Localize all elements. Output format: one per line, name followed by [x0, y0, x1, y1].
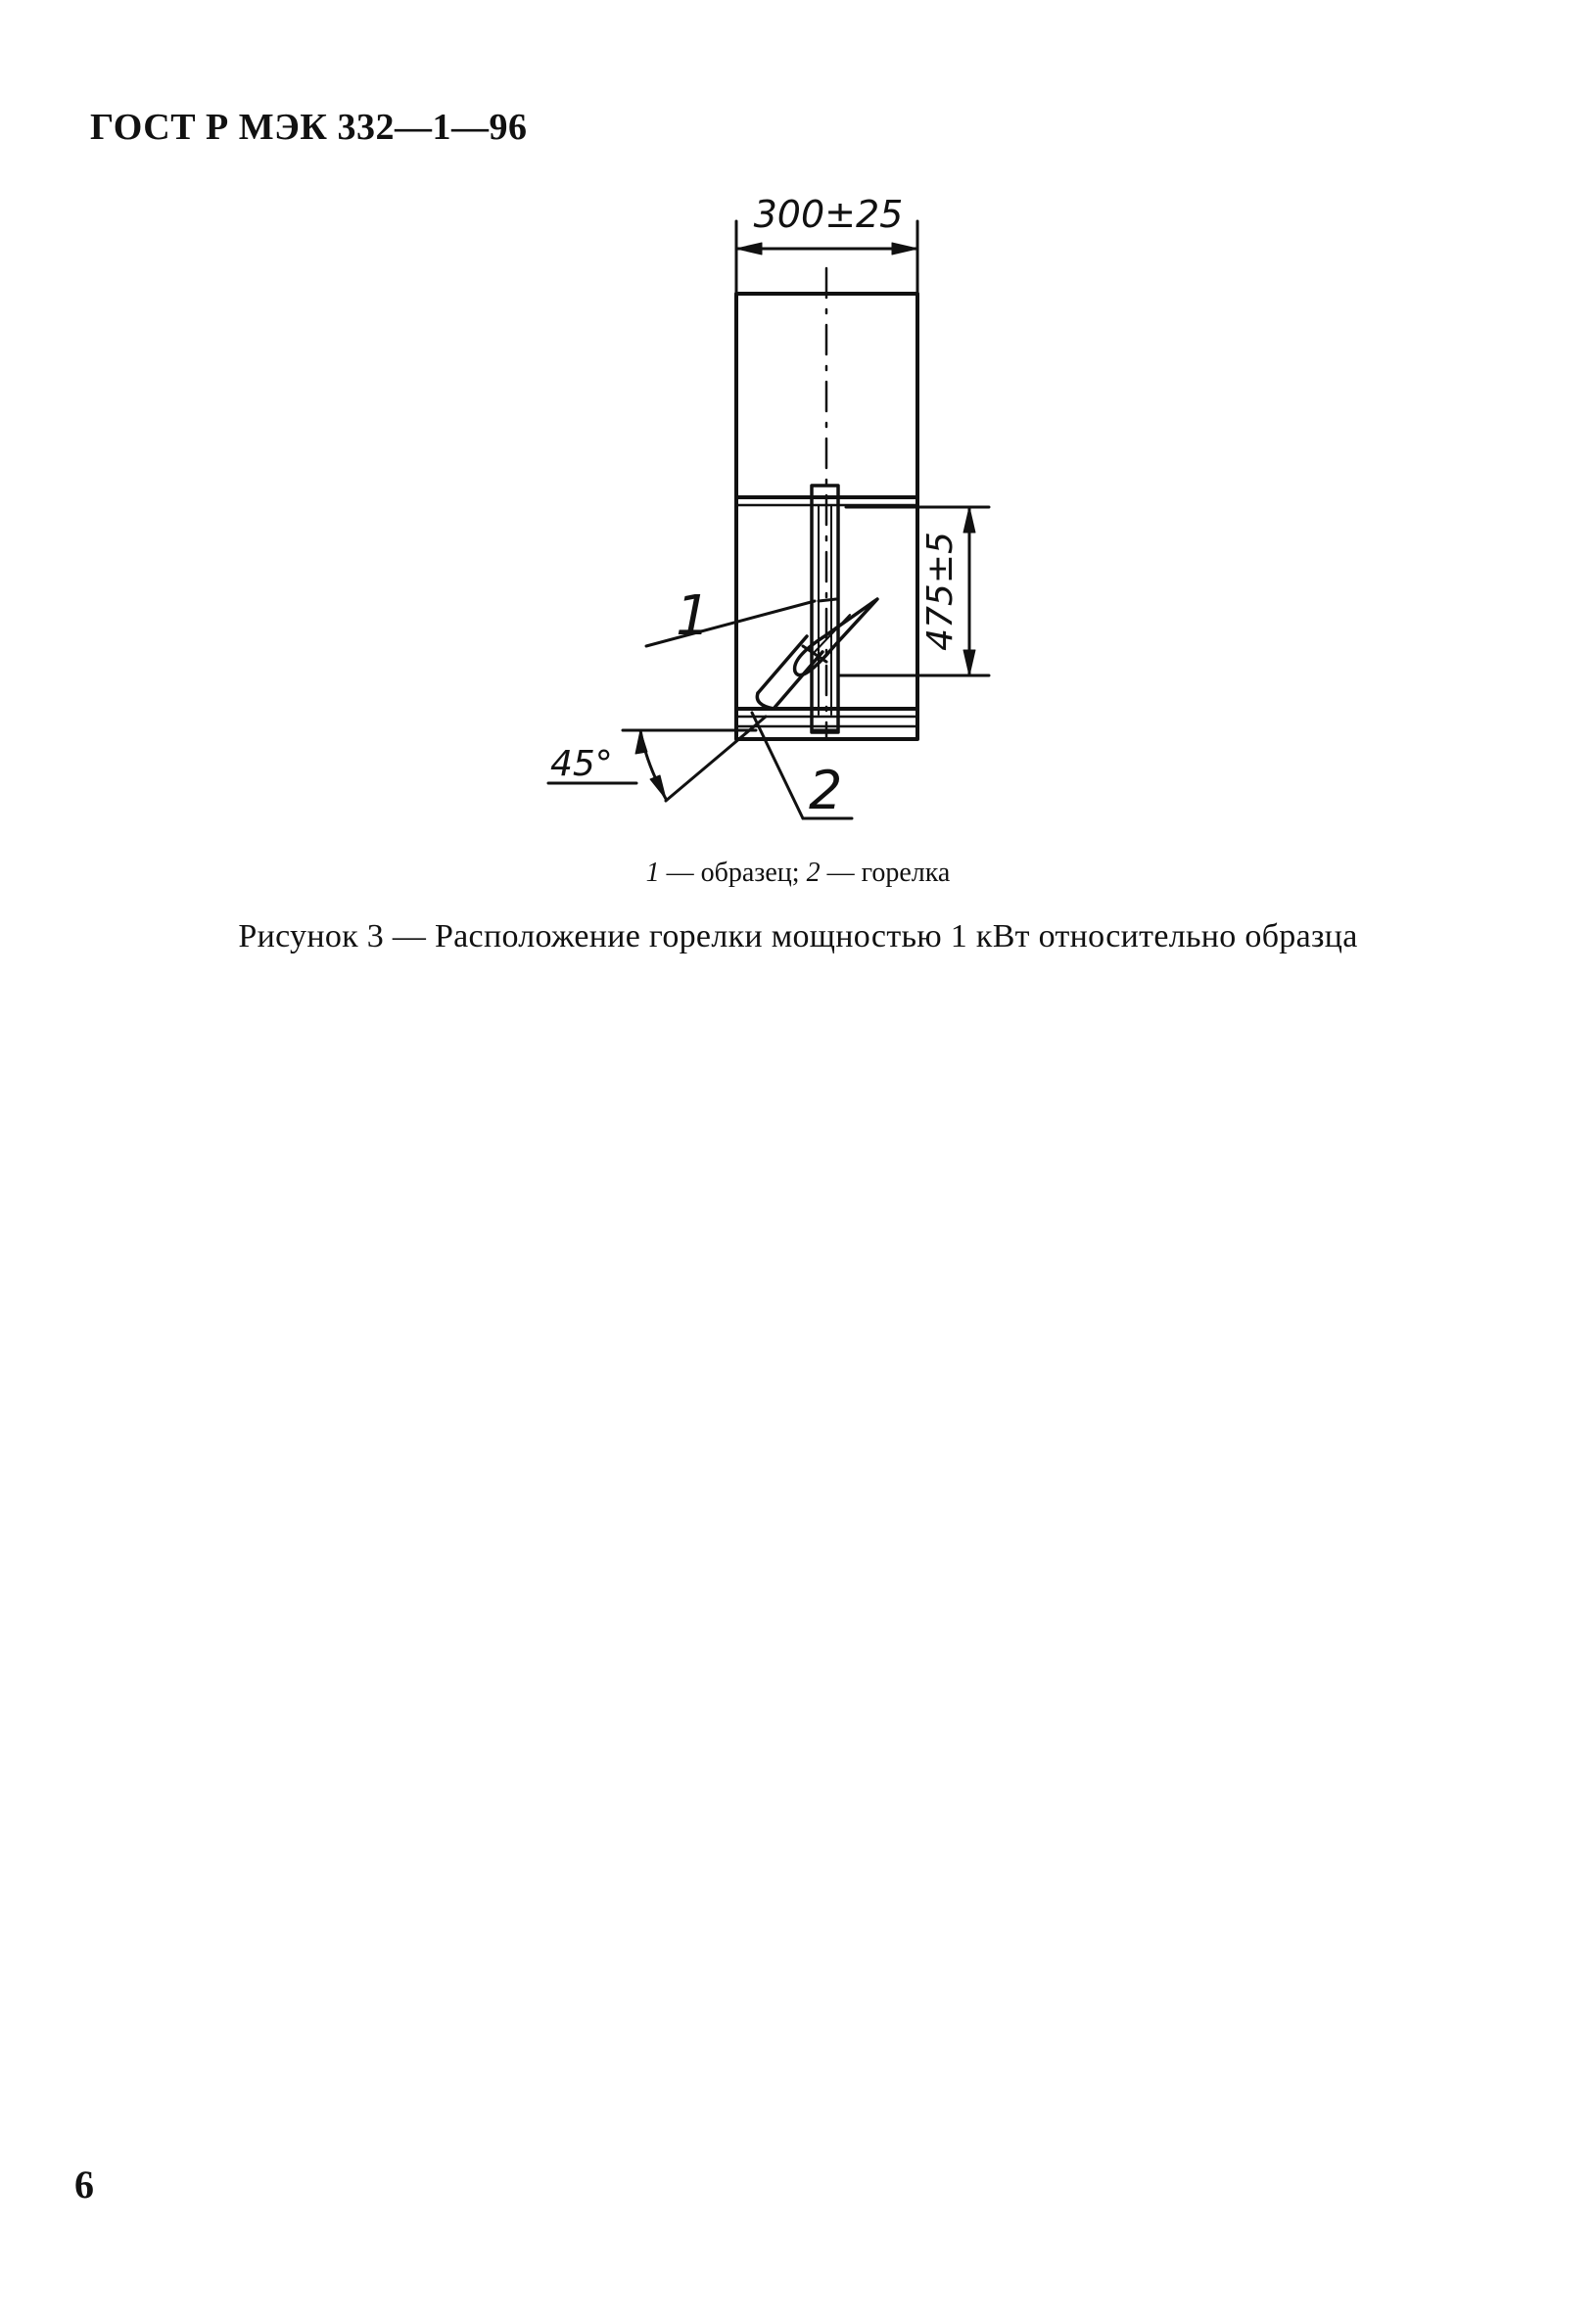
burner-position-figure — [0, 0, 1596, 881]
page-number: 6 — [74, 2162, 94, 2207]
height-dimension — [838, 507, 989, 675]
figure-caption: Рисунок 3 — Расположение горелки мощностью 1 кВт относительно образца — [238, 918, 1358, 954]
specimen-strip — [812, 486, 838, 732]
specimen-callout — [646, 584, 836, 648]
figure-legend — [0, 858, 1596, 889]
legend-item-1-number: 1 — [645, 858, 660, 888]
angle-dimension — [548, 730, 756, 799]
legend-item-2-label: — горелка — [820, 858, 951, 888]
burner-callout-number: 2 — [809, 760, 843, 821]
legend-item-2-number: 2 — [806, 858, 821, 888]
angle-dimension-label: 45° — [550, 744, 613, 784]
legend-item-1-label: — образец; — [659, 858, 807, 888]
specimen-callout-number: 1 — [676, 584, 711, 648]
document-header: ГОСТ Р МЭК 332—1—96 — [90, 107, 528, 148]
height-dimension-label: 475±5 — [920, 532, 961, 651]
width-dimension-label: 300±25 — [753, 193, 904, 236]
